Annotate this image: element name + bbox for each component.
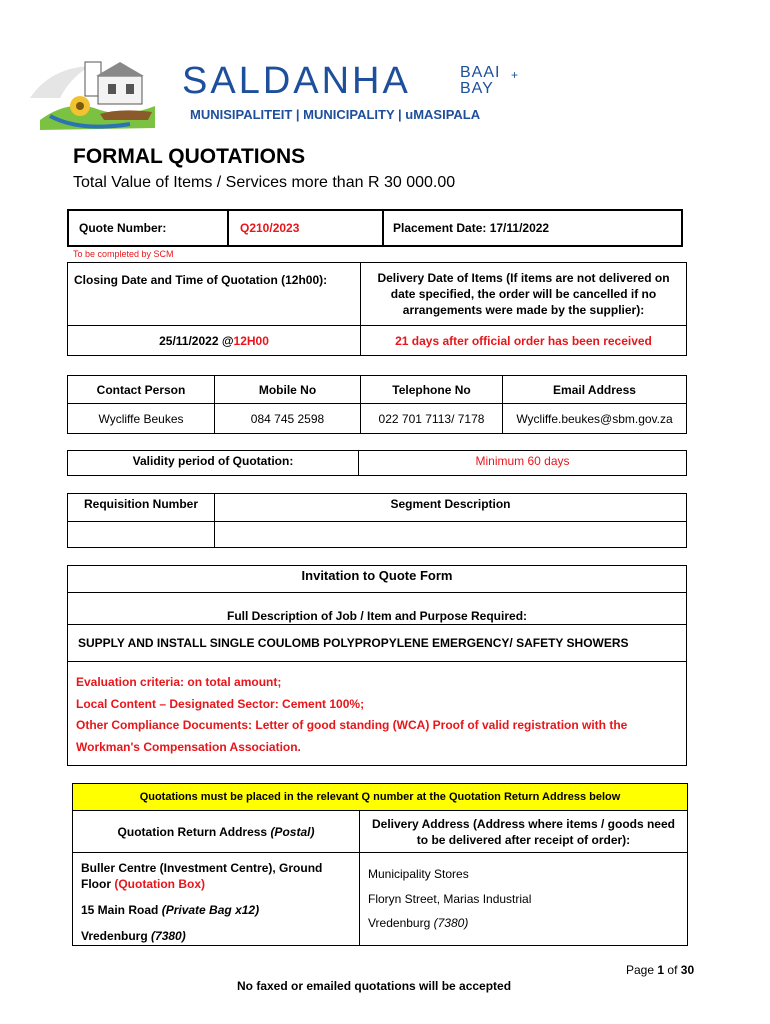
postal-label: Quotation Return Address (Postal) — [73, 811, 360, 853]
closing-label: Closing Date and Time of Quotation (12h00): — [68, 263, 361, 326]
validity-table — [67, 450, 687, 476]
postal-address — [73, 853, 360, 946]
description-value: SUPPLY AND INSTALL SINGLE COULOMB POLYPROPYLENE EMERGENCY/ SAFETY SHOWERS — [68, 625, 687, 662]
invitation-table — [67, 565, 687, 766]
requisition-number-value — [68, 522, 215, 548]
closing-date: 25/11/2022 @12H00 — [68, 326, 361, 356]
delivery-address-label: Delivery Address (Address where items / goods need to be delivered after receipt of order): — [360, 811, 688, 853]
footer-note: No faxed or emailed quotations will be accepted — [237, 979, 512, 993]
validity-value: Minimum 60 days — [359, 451, 687, 476]
delivery-line-3: Vredenburg (7380) — [368, 916, 469, 930]
logo-emblem — [30, 58, 180, 138]
requisition-number-label: Requisition Number — [68, 494, 215, 522]
logo-bay: BAY — [460, 80, 494, 97]
contact-header-telephone: Telephone No — [361, 376, 503, 404]
segment-description-value — [215, 522, 687, 548]
contact-header-email: Email Address — [503, 376, 687, 404]
delivery-line-1: Municipality Stores — [368, 867, 469, 881]
description-label: Full Description of Job / Item and Purpose Required: — [68, 593, 687, 625]
quote-number-value: Q210/2023 — [228, 210, 383, 246]
contact-email: Wycliffe.beukes@sbm.gov.za — [503, 404, 687, 434]
logo-baai: BAAI — [460, 64, 501, 81]
contact-person: Wycliffe Beukes — [68, 404, 215, 434]
contact-header-person: Contact Person — [68, 376, 215, 404]
quote-number-label: Quote Number: — [68, 210, 228, 246]
quote-number-table — [67, 209, 683, 247]
criteria-line: Other Compliance Documents: Letter of good standing (WCA) Proof of valid registration with the — [76, 718, 628, 732]
page-title: FORMAL QUOTATIONS — [73, 145, 306, 168]
logo-plus: + — [511, 68, 519, 82]
contact-mobile: 084 745 2598 — [215, 404, 361, 434]
validity-label: Validity period of Quotation: — [68, 451, 359, 476]
delivery-address — [360, 853, 688, 946]
contact-telephone: 022 701 7113/ 7178 — [361, 404, 503, 434]
closing-delivery-table — [67, 262, 687, 356]
page-number: Page 1 of 30 — [626, 963, 695, 977]
page-subtitle: Total Value of Items / Services more than R 30 000.00 — [73, 174, 456, 191]
invitation-title: Invitation to Quote Form — [68, 566, 687, 593]
return-banner: Quotations must be placed in the relevant Q number at the Quotation Return Address below — [73, 784, 688, 811]
municipality-logo — [30, 58, 540, 138]
postal-line-1: Buller Centre (Investment Centre), Ground Floor (Quotation Box) — [81, 861, 323, 891]
return-address-table — [72, 783, 688, 946]
placement-date: Placement Date: 17/11/2022 — [383, 210, 682, 246]
criteria-line: Evaluation criteria: on total amount; — [76, 675, 282, 689]
delivery-value: 21 days after official order has been received — [361, 326, 687, 356]
scm-note: To be completed by SCM — [73, 249, 174, 259]
criteria-line: Local Content – Designated Sector: Cement 100%; — [76, 696, 365, 711]
delivery-line-2: Floryn Street, Marias Industrial — [368, 891, 532, 906]
postal-line-2: 15 Main Road (Private Bag x12) — [81, 903, 260, 917]
logo-subtitle: MUNISIPALITEIT | MUNICIPALITY | uMASIPALA — [190, 107, 481, 122]
closing-time: 12H00 — [233, 333, 269, 348]
logo-name: SALDANHA — [182, 60, 411, 102]
requisition-table — [67, 493, 687, 548]
segment-description-label: Segment Description — [215, 494, 687, 522]
contact-table — [67, 375, 687, 434]
criteria-line: Workman's Compensation Association. — [76, 739, 301, 754]
evaluation-criteria — [68, 662, 687, 766]
postal-line-3: Vredenburg (7380) — [81, 929, 186, 943]
delivery-label: Delivery Date of Items (If items are not delivered on date specified, the order will be cancelled if no arrangements were made by the supplier): — [361, 263, 687, 326]
contact-header-mobile: Mobile No — [215, 376, 361, 404]
